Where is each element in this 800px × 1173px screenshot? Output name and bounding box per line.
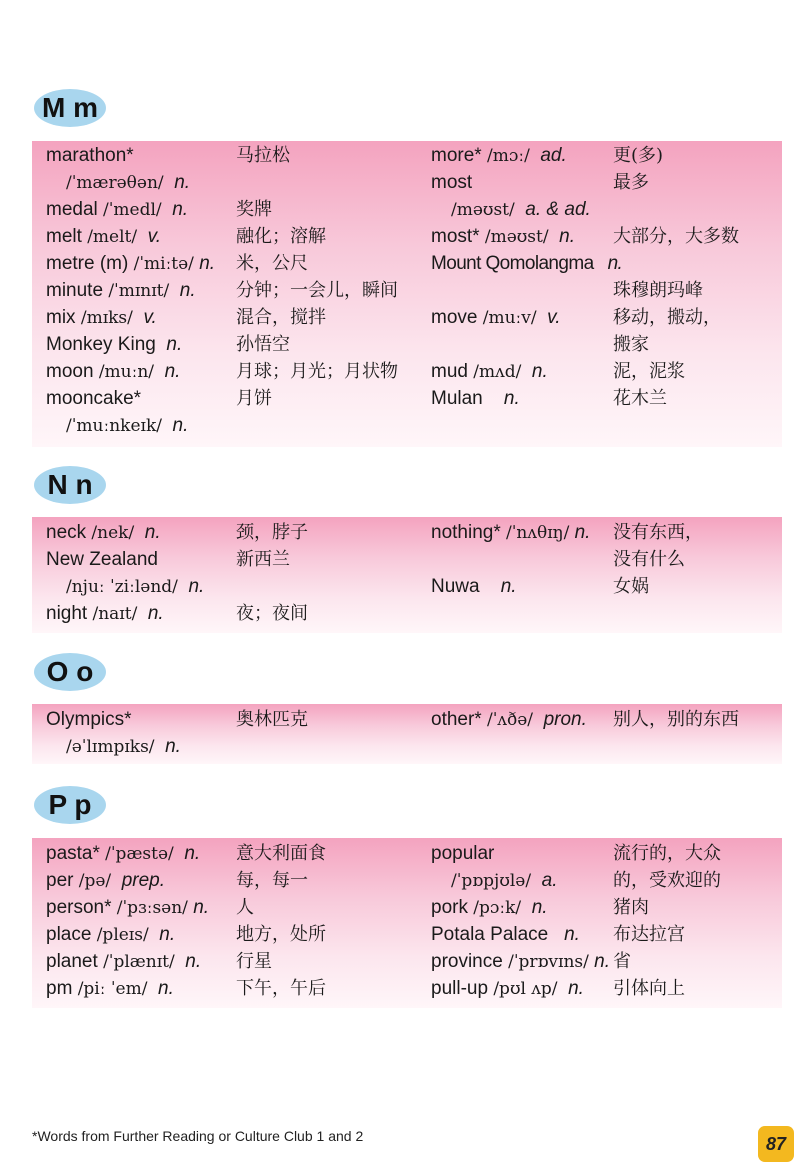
entry-word: /ˈmærəθən/ n. bbox=[66, 172, 191, 193]
entry-meaning: 别人，别的东西 bbox=[613, 709, 739, 730]
entry-word: Mulan n. bbox=[431, 388, 520, 409]
entry-meaning: 最多 bbox=[613, 172, 649, 193]
entry-word: /ˈpɒpjʊlə/ a. bbox=[451, 870, 558, 891]
entry-meaning: 引体向上 bbox=[613, 978, 685, 999]
entry-meaning: 的，受欢迎的 bbox=[613, 870, 721, 891]
entry-meaning: 省 bbox=[613, 951, 631, 972]
entry-meaning: 马拉松 bbox=[236, 145, 290, 166]
entry-meaning: 下午，午后 bbox=[236, 978, 326, 999]
section-header-n: N n bbox=[34, 466, 106, 504]
entry-word: /məʊst/ a. & ad. bbox=[451, 199, 591, 220]
entry-word: most* /məʊst/ n. bbox=[431, 226, 576, 247]
entry-word: metre (m) /ˈmiːtə/ n. bbox=[46, 253, 216, 274]
entry-meaning: 女娲 bbox=[613, 576, 649, 597]
entry-meaning: 人 bbox=[236, 897, 254, 918]
section-header-m: M m bbox=[34, 89, 106, 127]
entry-word: /ˈmuːnkeɪk/ n. bbox=[66, 415, 189, 436]
entry-word: pasta* /ˈpæstə/ n. bbox=[46, 843, 201, 864]
entry-word: more* /mɔː/ ad. bbox=[431, 145, 567, 166]
entry-word: Potala Palace n. bbox=[431, 924, 580, 945]
entry-word: Olympics* bbox=[46, 709, 132, 730]
entry-meaning: 地方，处所 bbox=[236, 924, 326, 945]
entry-meaning: 珠穆朗玛峰 bbox=[613, 280, 703, 301]
entry-meaning: 更(多) bbox=[613, 145, 664, 166]
entry-word: place /pleɪs/ n. bbox=[46, 924, 176, 945]
entry-word: per /pə/ prep. bbox=[46, 870, 166, 891]
entry-word: medal /ˈmedl/ n. bbox=[46, 199, 189, 220]
entry-word: move /muːv/ v. bbox=[431, 307, 561, 328]
entry-word: marathon* bbox=[46, 145, 134, 166]
entry-meaning: 意大利面食 bbox=[236, 843, 326, 864]
entry-meaning: 分钟；一会儿，瞬间 bbox=[236, 280, 398, 301]
section-header-o: O o bbox=[34, 653, 106, 691]
entry-word: province /ˈprɒvɪns/ n. bbox=[431, 951, 610, 972]
entry-meaning: 每，每一 bbox=[236, 870, 308, 891]
entry-meaning: 颈，脖子 bbox=[236, 522, 308, 543]
entry-word: mud /mʌd/ n. bbox=[431, 361, 548, 382]
entry-word: pull-up /pʊl ʌp/ n. bbox=[431, 978, 584, 999]
entry-meaning: 米，公尺 bbox=[236, 253, 308, 274]
entry-word: night /naɪt/ n. bbox=[46, 603, 164, 624]
entry-word: planet /ˈplænɪt/ n. bbox=[46, 951, 202, 972]
page-number: 87 bbox=[758, 1126, 794, 1162]
entry-meaning: 夜；夜间 bbox=[236, 603, 308, 624]
entry-meaning: 新西兰 bbox=[236, 549, 290, 570]
entry-meaning: 混合，搅拌 bbox=[236, 307, 326, 328]
entry-word: melt /melt/ v. bbox=[46, 226, 162, 247]
entry-word: popular bbox=[431, 843, 495, 864]
entry-word: nothing* /ˈnʌθɪŋ/ n. bbox=[431, 522, 591, 543]
entry-meaning: 没有东西， bbox=[613, 522, 703, 543]
entry-meaning: 流行的，大众 bbox=[613, 843, 721, 864]
entry-meaning: 月球；月光；月状物 bbox=[236, 361, 398, 382]
section-header-p: P p bbox=[34, 786, 106, 824]
entry-word: Monkey King n. bbox=[46, 334, 183, 355]
entry-word: New Zealand bbox=[46, 549, 158, 570]
entry-word: pm /piː ˈem/ n. bbox=[46, 978, 174, 999]
entry-word: person* /ˈpɜːsən/ n. bbox=[46, 897, 210, 918]
entry-meaning: 月饼 bbox=[236, 388, 272, 409]
entry-word: neck /nek/ n. bbox=[46, 522, 161, 543]
entry-meaning: 没有什么 bbox=[613, 549, 685, 570]
entry-word: other* /ˈʌðə/ pron. bbox=[431, 709, 587, 730]
entry-meaning: 大部分，大多数 bbox=[613, 226, 739, 247]
entry-meaning: 花木兰 bbox=[613, 388, 667, 409]
entry-meaning: 行星 bbox=[236, 951, 272, 972]
entry-meaning: 泥，泥浆 bbox=[613, 361, 685, 382]
entry-word: moon /muːn/ n. bbox=[46, 361, 181, 382]
entry-word: pork /pɔːk/ n. bbox=[431, 897, 548, 918]
entry-meaning: 布达拉宫 bbox=[613, 924, 685, 945]
entry-word: most bbox=[431, 172, 473, 193]
entry-word: minute /ˈmɪnɪt/ n. bbox=[46, 280, 196, 301]
entry-meaning: 融化；溶解 bbox=[236, 226, 326, 247]
footnote: *Words from Further Reading or Culture Club 1 and 2 bbox=[32, 1128, 364, 1144]
entry-word: Mount Qomolangma n. bbox=[431, 253, 623, 274]
entry-meaning: 奖牌 bbox=[236, 199, 272, 220]
entry-meaning: 移动，搬动， bbox=[613, 307, 721, 328]
entry-word: mix /mɪks/ v. bbox=[46, 307, 157, 328]
entry-word: mooncake* bbox=[46, 388, 142, 409]
entry-word: /əˈlɪmpɪks/ n. bbox=[66, 736, 181, 757]
entry-meaning: 奥林匹克 bbox=[236, 709, 308, 730]
entry-meaning: 孙悟空 bbox=[236, 334, 290, 355]
entry-word: /njuː ˈziːlənd/ n. bbox=[66, 576, 205, 597]
entry-meaning: 搬家 bbox=[613, 334, 649, 355]
entry-word: Nuwa n. bbox=[431, 576, 517, 597]
entry-meaning: 猪肉 bbox=[613, 897, 649, 918]
